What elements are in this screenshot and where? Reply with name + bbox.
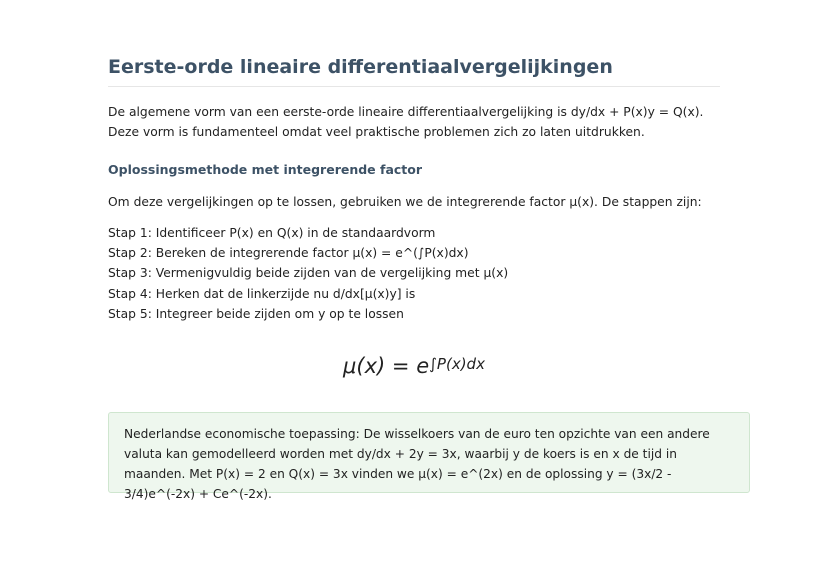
step-item-1: Stap 1: Identificeer P(x) en Q(x) in de standaardvorm — [108, 226, 436, 240]
lead-paragraph: Om deze vergelijkingen op te lossen, gebruiken we de integrerende factor μ(x). De stappen zijn: — [108, 195, 702, 209]
formula-lhs: μ(x) — [343, 354, 386, 379]
integrating-factor-formula — [108, 346, 720, 386]
formula-base: e — [416, 354, 430, 379]
intro-paragraph: De algemene vorm van een eerste-orde lineaire differentiaalvergelijking is dy/dx + P(x)y = Q(x). Deze vorm is fundamenteel omdat veel praktische problemen zich zo laten uitdrukken. — [108, 105, 704, 139]
section-heading: Oplossingsmethode met integrerende factor — [108, 162, 423, 177]
formula-exponent: ∫P(x)dx — [429, 355, 485, 374]
document-body — [108, 56, 752, 501]
step-item-4: Stap 4: Herken dat de linkerzijde nu d/dx[μ(x)y] is — [108, 286, 416, 301]
formula-equals: = — [385, 354, 417, 379]
page-title: Eerste-orde lineaire differentiaalvergelijkingen — [108, 56, 720, 87]
step-item-5: Stap 5: Integreer beide zijden om y op te lossen — [108, 306, 404, 321]
application-note-text: Nederlandse economische toepassing: De wisselkoers van de euro ten opzichte van een andere valuta kan gemodelleerd worden met dy/dx + 2y = 3x, waarbij y de koers is en x de tijd in maanden. Met P(x) = 2 en Q(x) = 3x vinden we μ(x) = e^(2x) en de oplossing y = (3x/2 - 3/4)e^(-2x) + Ce^(-2x). — [124, 427, 710, 501]
application-note — [108, 412, 750, 501]
steps-list — [108, 223, 752, 324]
step-item-3: Stap 3: Vermenigvuldig beide zijden van de vergelijking met μ(x) — [108, 266, 509, 281]
step-item-2: Stap 2: Bereken de integrerende factor μ(x) = e^(∫P(x)dx) — [108, 246, 469, 261]
